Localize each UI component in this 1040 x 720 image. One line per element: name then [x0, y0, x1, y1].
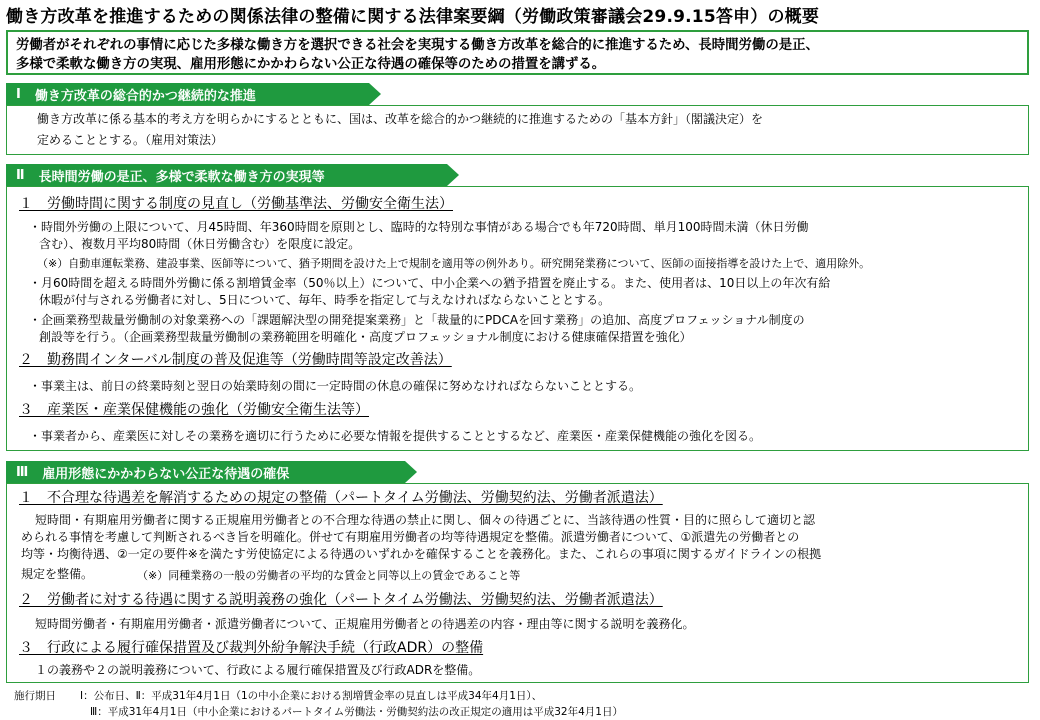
- section-1-label: 働き方改革の総合的かつ継続的な推進: [34, 88, 256, 104]
- section-3-item-1-line-4: 規定を整備。: [21, 567, 94, 581]
- intro-box: [6, 30, 1029, 75]
- section-3-label: 雇用形態にかかわらない公正な待遇の確保: [42, 466, 290, 482]
- section-1-body-line-2: 定めることとする。（雇用対策法）: [37, 133, 224, 147]
- page-title: 働き方改革を推進するための関係法律の整備に関する法律案要綱（労働政策審議会29.9.15答申）の概要: [6, 7, 820, 27]
- footer-label: 施行期日: [14, 690, 56, 702]
- section-3-box: [6, 483, 1029, 683]
- section-3-item-3-heading: ３ 行政による履行確保措置及び裁判外紛争解決手続（行政ADR）の整備: [19, 640, 484, 656]
- section-1-box: [6, 105, 1029, 155]
- section-2-box: [6, 186, 1029, 451]
- intro-line-2: 多様で柔軟な働き方の実現、雇用形態にかかわらない公正な待遇の確保等のための措置を講ずる。: [16, 57, 606, 72]
- section-2-item-3-line-1: ・事業者から、産業医に対しその業務を適切に行うために必要な情報を提供することとするなど、産業医・産業保健機能の強化を図る。: [29, 429, 762, 443]
- footer-line-1: Ⅰ：公布日、Ⅱ：平成31年4月1日（1の中小企業における割増賃金率の見直しは平成34年4月1日）、: [80, 690, 543, 702]
- section-1-header: [6, 83, 369, 105]
- section-2-item-1-line-1: ・時間外労働の上限について、月45時間、年360時間を原則とし、臨時的な特別な事情がある場合でも年720時間、単月100時間未満（休日労働: [29, 220, 809, 234]
- section-2-item-1-line-5: ・企画業務型裁量労働制の対象業務への「課題解決型の開発提案業務」と「裁量的にPDCAを回す業務」の追加、高度プロフェッショナル制度の: [29, 313, 805, 327]
- section-1-body-line-1: 働き方改革に係る基本的考え方を明らかにするとともに、国は、改革を総合的かつ継続的に推進するための「基本方針」（閣議決定）を: [37, 112, 764, 126]
- intro-line-1: 労働者がそれぞれの事情に応じた多様な働き方を選択できる社会を実現する働き方改革を総合的に推進するため、長時間労働の是正、: [16, 38, 819, 53]
- section-2-item-1-line-4: 休暇が付与される労働者に対し、5日について、毎年、時季を指定して与えなければならないこととする。: [39, 293, 611, 307]
- section-3-item-2-heading: ２ 労働者に対する待遇に関する説明義務の強化（パートタイム労働法、労働契約法、労働者派遣法）: [19, 592, 663, 608]
- section-2-item-1-line-3: ・月60時間を超える時間外労働に係る割増賃金率（50％以上）について、中小企業への猶予措置を廃止する。また、使用者は、10日以上の年次有給: [29, 276, 831, 290]
- section-2-item-1-heading: １ 労働時間に関する制度の見直し（労働基準法、労働安全衛生法）: [19, 196, 453, 212]
- section-3-item-1-note: （※）同種業務の一般の労働者の平均的な賃金と同等以上の賃金であること等: [137, 569, 521, 582]
- section-1-number: Ⅰ: [16, 86, 21, 102]
- section-2-label: 長時間労働の是正、多様で柔軟な働き方の実現等: [38, 169, 325, 185]
- section-3-item-1-line-3: 均等・均衡待遇、②一定の要件※を満たす労使協定による待遇のいずれかを確保することを義務化。また、これらの事項に関するガイドラインの根拠: [21, 547, 822, 561]
- section-2-header: [6, 164, 447, 186]
- section-2-item-2-line-1: ・事業主は、前日の終業時刻と翌日の始業時刻の間に一定時間の休息の確保に努めなければならないこととする。: [29, 379, 642, 393]
- section-2-item-3-heading: ３ 産業医・産業保健機能の強化（労働安全衛生法等）: [19, 402, 369, 418]
- section-3-item-3-line-1: １の義務や２の説明義務について、行政による履行確保措置及び行政ADRを整備。: [35, 663, 481, 677]
- section-3-item-1-heading: １ 不合理な待遇差を解消するための規定の整備（パートタイム労働法、労働契約法、労働者派遣法）: [19, 490, 663, 506]
- section-2-item-1-line-6: 創設等を行う。（企画業務型裁量労働制の業務範囲を明確化・高度プロフェッショナル制度における健康確保措置を強化）: [39, 330, 692, 344]
- section-3-item-1-line-1: 短時間・有期雇用労働者に関する正規雇用労働者との不合理な待遇の禁止に関し、個々の待遇ごとに、当該待遇の性質・目的に照らして適切と認: [35, 513, 816, 527]
- section-2-number: Ⅱ: [16, 167, 25, 183]
- section-3-item-1-line-2: められる事情を考慮して判断されるべき旨を明確化。併せて有期雇用労働者の均等待遇規定を整備。派遣労働者について、①派遣先の労働者との: [21, 530, 800, 544]
- footer-line-2: Ⅲ：平成31年4月1日（中小企業におけるパートタイム労働法・労働契約法の改正規定の適用は平成32年4月1日）: [90, 706, 623, 718]
- section-2-item-2-heading: ２ 勤務間インターバル制度の普及促進等（労働時間等設定改善法）: [19, 352, 452, 368]
- section-2-item-1-note: （※）自動車運転業務、建設事業、医師等について、猶予期間を設けた上で規制を適用等の例外あり。研究開発業務について、医師の面接指導を設けた上で、適用除外。: [37, 257, 871, 270]
- section-3-header: [6, 461, 405, 483]
- section-2-item-1-line-2: 含む）、複数月平均80時間（休日労働含む）を限度に設定。: [39, 237, 361, 251]
- section-3-number: Ⅲ: [16, 464, 29, 480]
- section-3-item-2-line-1: 短時間労働者・有期雇用労働者・派遣労働者について、正規雇用労働者との待遇差の内容・理由等に関する説明を義務化。: [35, 617, 695, 631]
